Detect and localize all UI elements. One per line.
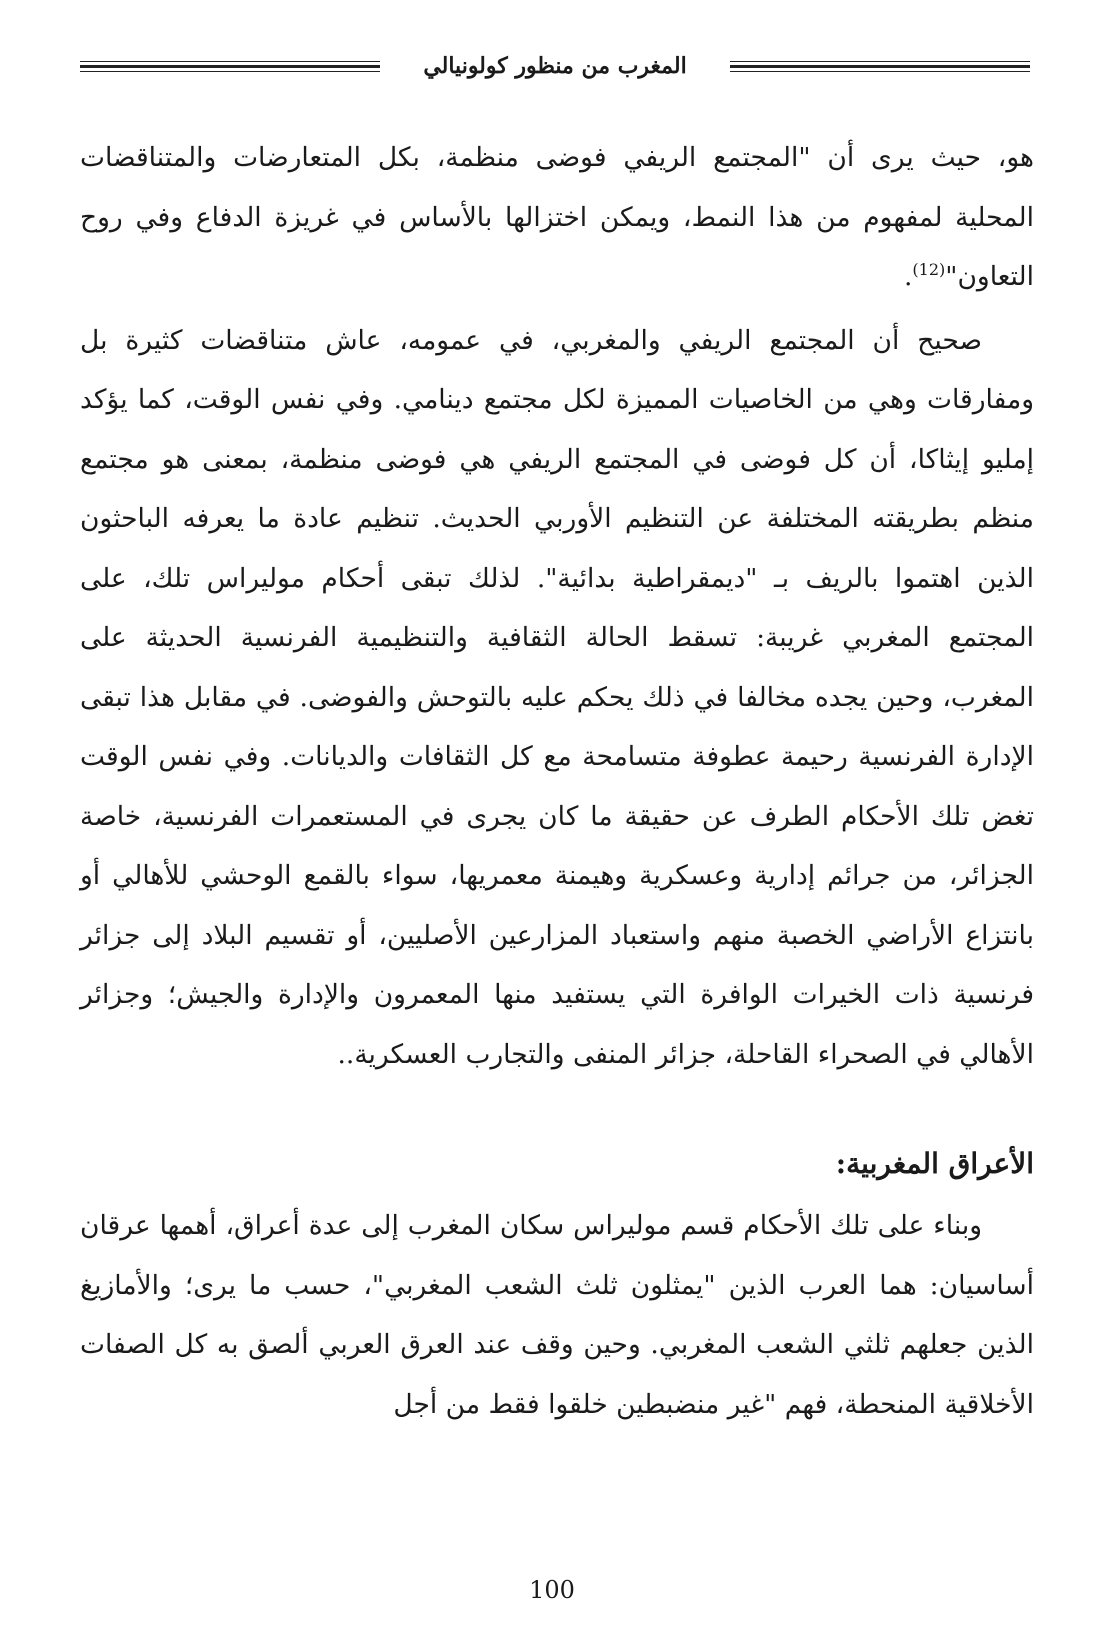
section-heading: الأعراق المغربية: — [835, 1147, 1034, 1180]
page-number: 100 — [529, 1576, 575, 1604]
paragraph-1 — [80, 128, 1034, 307]
running-header — [80, 46, 1030, 86]
paragraph-1-end: . — [903, 261, 913, 292]
header-title: المغرب من منظور كولونيالي — [423, 53, 687, 79]
page-body — [80, 128, 1034, 1434]
paragraph-3: وبناء على تلك الأحكام قسم موليراس سكان المغرب إلى عدة أعراق، أهمها عرقان أساسيان: هما العرب الذين "يمثلون ثلث الشعب المغربي"، حسب ما يرى؛ والأمازيغ الذين جعلهم ثلثي الشعب المغربي. وحين وقف عند العرق العربي ألصق به كل الصفات الأخلاقية المنحطة، فهم "غير منضبطين خلقوا فقط من أجل — [80, 1210, 1034, 1420]
header-rule-left — [80, 61, 380, 72]
paragraph-2: صحيح أن المجتمع الريفي والمغربي، في عمومه، عاش متناقضات كثيرة بل ومفارقات وهي من الخاصيات المميزة لكل مجتمع دينامي. وفي نفس الوقت، كما يؤكد إمليو إيثاكا، أن كل فوضى في المجتمع الريفي هي فوضى منظمة، بمعنى هو مجتمع منظم بطريقته المختلفة عن التنظيم الأوربي الحديث. تنظيم عادة ما يعرفه الباحثون الذين اهتموا بالريف بـ "ديمقراطية بدائية". لذلك تبقى أحكام موليراس تلك، على المجتمع المغربي غريبة: تسقط الحالة الثقافية والتنظيمية الفرنسية الحديثة على المغرب، وحين يجده مخالفا في ذلك يحكم عليه بالتوحش والفوضى. في مقابل هذا تبقى الإدارة الفرنسية رحيمة عطوفة متسامحة مع كل الثقافات والديانات. وفي نفس الوقت تغض تلك الأحكام الطرف عن حقيقة ما كان يجرى في المستعمرات الفرنسية، خاصة الجزائر، من جرائم إدارية وعسكرية وهيمنة معمريها، سواء بالقمع الوحشي للأهالي أو بانتزاع الأراضي الخصبة منهم واستعباد المزارعين الأصليين، أو تقسيم البلاد إلى جزائر فرنسية ذات الخيرات الوافرة التي يستفيد منها المعمرون والإدارة والجيش؛ وجزائر الأهالي في الصحراء القاحلة، جزائر المنفى والتجارب العسكرية.. — [80, 324, 1034, 1070]
paragraph-1-text: هو، حيث يرى أن "المجتمع الريفي فوضى منظمة، بكل المتعارضات والمتناقضات المحلية لمفهوم من هذا النمط، ويمكن اختزالها بالأساس في غريزة الدفاع وفي روح التعاون" — [80, 142, 1034, 292]
header-rule-right — [730, 61, 1030, 72]
footnote-reference: (12) — [912, 260, 946, 280]
